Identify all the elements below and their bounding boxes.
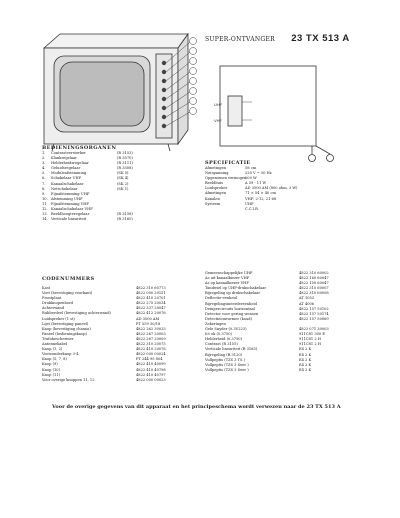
model-number: 23 TX 513 A bbox=[291, 33, 350, 44]
control-number: 10. bbox=[42, 196, 48, 201]
part-code: 911C81 300 E bbox=[299, 332, 325, 337]
specs-list bbox=[205, 166, 297, 212]
part-code: 4822 160 60047 bbox=[299, 276, 329, 281]
part-name: Drukknopenbord bbox=[42, 301, 73, 306]
part-code: 4822 157 50102 bbox=[299, 306, 329, 311]
spec-value: AD 3500 AM (800 ohm, 3 W) bbox=[245, 186, 298, 191]
part-code: 4822 275 20034 bbox=[136, 301, 166, 306]
part-code: E4 2 K bbox=[299, 367, 312, 372]
control-label: Verticale lineariteit bbox=[51, 217, 87, 222]
part-code: E4 2 K bbox=[299, 347, 312, 352]
part-code: 4822 410 40797 bbox=[136, 372, 166, 377]
control-ref: (SK 1) bbox=[117, 186, 129, 191]
codes-section bbox=[42, 276, 94, 282]
part-name: Dempercircuits horizontaal bbox=[205, 306, 255, 311]
specs-section bbox=[205, 160, 297, 212]
part-name: Paneel (bedieningsknop) bbox=[42, 331, 87, 336]
specs-heading: SPECIFICATIE bbox=[205, 160, 251, 166]
part-code: 4822 157 50069 bbox=[299, 316, 329, 321]
part-code: 4822 310 60008 bbox=[299, 291, 329, 296]
control-label: Klankregelaar bbox=[51, 156, 77, 161]
document-title: SUPER-ONTVANGER bbox=[205, 36, 275, 43]
part-name: Gele Snyder (0.3V223) bbox=[205, 327, 247, 332]
part-name: Kast bbox=[42, 286, 51, 290]
part-name: Bijregeling (R 3120) bbox=[205, 352, 243, 357]
control-ref: (R 3111) bbox=[117, 161, 133, 166]
spec-value: 58 cm bbox=[245, 166, 257, 170]
part-code: 4822 000 00024 bbox=[136, 352, 166, 357]
control-ref: (R 3508) bbox=[117, 166, 133, 171]
control-label: Kanaalschakelaar VHF bbox=[51, 207, 93, 212]
spec-value: C.C.I.R. bbox=[245, 206, 259, 211]
spec-key: Kanalen bbox=[205, 196, 220, 201]
part-code: AD 3500 AM bbox=[136, 316, 160, 321]
control-label: Fijnafstemming VHF bbox=[51, 201, 89, 206]
control-number: 1. bbox=[42, 151, 46, 155]
part-name: Knop (bevestiging chassis) bbox=[42, 326, 91, 331]
spec-key: Opgenomen vermogen bbox=[205, 176, 247, 181]
controls-heading: BEDIENINGSORGANEN bbox=[42, 145, 117, 151]
spec-key: Netspanning bbox=[205, 171, 229, 176]
part-name: Verticale lineariteit (R 3165) bbox=[205, 347, 258, 352]
controls-section bbox=[42, 145, 133, 222]
spec-value: 200 W bbox=[245, 176, 257, 181]
codes-left-list bbox=[42, 286, 176, 383]
part-code: 4822 000 00023 bbox=[136, 377, 166, 382]
control-number: 9. bbox=[42, 191, 46, 196]
part-name: Ict ok (0.3750) bbox=[205, 332, 232, 337]
part-code: 4822 412 20076 bbox=[136, 311, 166, 316]
part-code: 4822 262 30025 bbox=[136, 326, 166, 331]
part-name: Helderheid (0.3750) bbox=[205, 337, 242, 342]
part-code: 4822 410 20701 bbox=[136, 296, 166, 301]
part-name: Deflectie-eenheid bbox=[205, 296, 237, 301]
part-name: As op kanaalkiezer VHF bbox=[205, 281, 249, 286]
part-name: Antennekabel bbox=[42, 342, 68, 347]
spec-value: 220 V ~ 50 Hz bbox=[245, 171, 272, 176]
part-name: As uit kanaalkiezer VHF bbox=[205, 276, 250, 281]
part-code: E4 2 K bbox=[299, 352, 312, 357]
part-code: 911C81 2 H bbox=[299, 337, 321, 342]
part-code: 4822 310 60002 bbox=[299, 271, 329, 275]
spec-key: Afmetingen bbox=[205, 166, 227, 170]
control-number: 12. bbox=[42, 207, 48, 212]
part-code: AT 1053 bbox=[299, 296, 315, 301]
part-code: 4822 150 60047 bbox=[299, 281, 329, 286]
part-code: 4822 410 40798 bbox=[136, 367, 166, 372]
part-code: 4822 310 60773 bbox=[136, 286, 166, 290]
control-number: 7. bbox=[42, 181, 46, 186]
control-label: Helderheidsregelaar bbox=[51, 161, 89, 166]
spec-value: UHF bbox=[245, 201, 254, 206]
rear-panel-diagram bbox=[212, 62, 352, 170]
part-name: Zekeringen bbox=[205, 321, 226, 326]
part-code: PT 244 95 804 bbox=[136, 357, 163, 362]
part-code: 4822 071 30003 bbox=[299, 327, 329, 332]
part-name: Bijregelingsmeerdereenheid bbox=[205, 301, 257, 306]
part-code: 4822 267 20009 bbox=[136, 336, 166, 341]
part-name: Vullpeptis (TZS 3 Seer ) bbox=[205, 367, 249, 372]
part-name: Vullpeptis (TZS 3 TS ) bbox=[205, 357, 246, 362]
part-name: Knop (10) bbox=[42, 367, 60, 372]
control-label: Moduleafstemming bbox=[51, 171, 87, 176]
part-name: Lijst (bevestiging paneel) bbox=[42, 321, 89, 326]
part-name: Voor overige knoppen 11, 12 bbox=[42, 377, 95, 382]
part-name: Voetzonderknop 3-4 bbox=[42, 352, 79, 357]
control-ref: (R 3570) bbox=[117, 156, 133, 161]
codes-right-list bbox=[205, 271, 339, 373]
spec-key bbox=[205, 207, 245, 212]
control-ref: (R 3158) bbox=[117, 212, 133, 217]
control-label: Fijnafstemming UHF bbox=[51, 191, 90, 196]
part-name: Detector voor gering wensen bbox=[205, 311, 259, 316]
spec-key: Afmetingen bbox=[205, 191, 227, 196]
control-number: 5. bbox=[42, 171, 46, 176]
part-name: Knop (1, 2) bbox=[42, 347, 63, 352]
control-number: 4. bbox=[42, 166, 46, 171]
uhf-label: UHF bbox=[214, 102, 223, 107]
part-code: PT 559 50/18 bbox=[136, 321, 161, 326]
vhf-label: VHF bbox=[214, 118, 222, 123]
control-number: 14. bbox=[42, 217, 48, 222]
part-name: Rubberdeel (bevestiging achterwand) bbox=[42, 311, 111, 316]
part-name: Achterwand bbox=[42, 306, 65, 311]
part-code: 911C81 2 H bbox=[299, 342, 321, 347]
code-row bbox=[205, 368, 339, 373]
part-name: Voet (bevestiging voorkant) bbox=[42, 291, 93, 296]
controls-list bbox=[42, 151, 133, 222]
part-name: Knop (11) bbox=[42, 372, 60, 377]
part-name: Contrast (R 3155) bbox=[205, 342, 238, 347]
control-number: 2. bbox=[42, 156, 46, 161]
part-code: 4822 410 40099 bbox=[136, 362, 166, 367]
part-code: 4822 310 20075 bbox=[136, 342, 166, 347]
document-header bbox=[205, 33, 350, 44]
part-name: Detectieomvormer (koud) bbox=[205, 316, 252, 321]
control-number: 6. bbox=[42, 176, 46, 181]
control-ref: (SK 2) bbox=[117, 181, 129, 186]
control-ref: (SK 5) bbox=[117, 171, 129, 176]
part-code: E4 2 K bbox=[299, 357, 312, 362]
part-name: Tandwiel op UHF-drukschakelaar bbox=[205, 286, 267, 291]
part-code: 4822 410 20076 bbox=[136, 347, 166, 352]
spec-value: A 59 - 11 W bbox=[245, 181, 267, 186]
part-name: Luidspreker (1 st) bbox=[42, 316, 75, 321]
part-name: Knop (5, 7, 8) bbox=[42, 357, 67, 362]
part-code: 4822 337 20047 bbox=[136, 306, 166, 311]
part-code: 4822 267 20003 bbox=[136, 331, 166, 336]
spec-value: VHF: 2-12, 21-68 bbox=[245, 196, 277, 201]
spec-key: Beeldbuis bbox=[205, 181, 223, 186]
part-name: Knop (9) bbox=[42, 362, 58, 367]
control-ref: (R 3165) bbox=[117, 217, 133, 222]
part-name: Trafobeschermer bbox=[42, 336, 74, 341]
spec-item bbox=[205, 207, 297, 212]
spec-value: 71 × 54 × 40 cm bbox=[245, 191, 276, 196]
part-name: Frontplaat bbox=[42, 296, 62, 301]
part-name: Vullpeptis (TZS 3 Seer ) bbox=[205, 362, 249, 367]
control-label: Kanaalschakelaar bbox=[51, 181, 84, 186]
control-label: Contrastversterker bbox=[51, 151, 86, 155]
control-ref: (R 3153) bbox=[117, 151, 133, 155]
control-number: 13. bbox=[42, 212, 48, 217]
footer-note: Voor de overige gegevens van dit apparaat en het principeschema wordt verwezen naar de 23 TX 513 A bbox=[52, 404, 341, 410]
control-label: Netschakelaar bbox=[51, 186, 78, 191]
control-number: 3. bbox=[42, 161, 46, 166]
part-name: Gemeenschappelijke UHF bbox=[205, 271, 253, 275]
control-ref: (SK 4) bbox=[117, 176, 129, 181]
part-code: 4822 310 60007 bbox=[299, 286, 329, 291]
spec-key: Luidspreker bbox=[205, 186, 228, 191]
codes-heading: CODENUMMERS bbox=[42, 276, 95, 282]
control-label: Geluidsregelaar bbox=[51, 166, 81, 171]
code-row bbox=[42, 378, 176, 383]
control-number: 8. bbox=[42, 186, 46, 191]
part-code: E4 2 K bbox=[299, 362, 312, 367]
control-label: Afstemming UHF bbox=[51, 196, 83, 201]
control-label: Schakelaar UHF bbox=[51, 176, 82, 181]
part-code: AT 4006 bbox=[299, 301, 315, 306]
part-code: 4822 000 20151 bbox=[136, 291, 166, 296]
tv-illustration bbox=[40, 30, 200, 152]
part-code: 4822 157 50174 bbox=[299, 311, 329, 316]
spec-key: Systeem bbox=[205, 201, 221, 206]
control-number: 11. bbox=[42, 201, 48, 206]
part-name: Bijregeling op drukschakelaar bbox=[205, 291, 261, 296]
control-item bbox=[42, 217, 133, 222]
control-label: Beeldhoogteregelaar bbox=[51, 212, 90, 217]
